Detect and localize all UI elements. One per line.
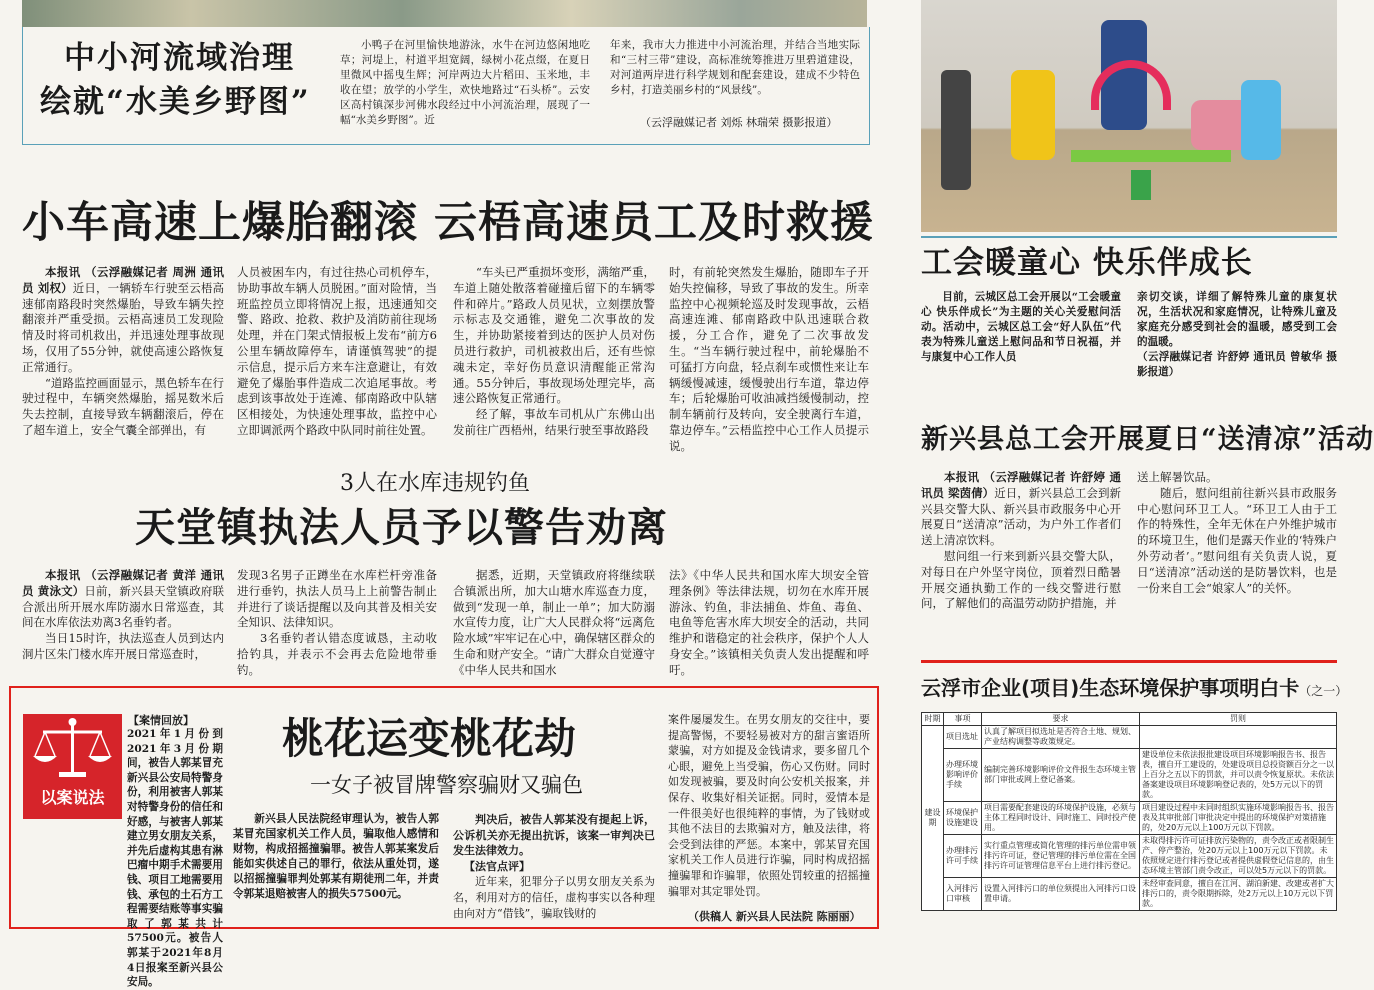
river-col-1 xyxy=(340,38,590,133)
eco-penalty: 未取得排污许可证排放污染物的，责令改正或者限制生产、停产整治，处20万元以上100万元以下罚款。未依照规定进行排污登记或者提供虚假登记信息的，由生态环境主管部门责令改正，可以处5万元以下的罚款。 xyxy=(1140,835,1337,878)
case-section-label: 【案情回放】 xyxy=(128,714,194,727)
eco-penalty: 未经审查同意，擅自在江河、湖泊新建、改建或者扩大排污口的，责令限期拆除，处2万元以上10万元以下罚款。 xyxy=(1140,878,1337,911)
union-text-2: 亲切交谈，详细了解特殊儿童的康复状况，生活状况和家庭情况，让特殊儿童及家庭充分感受到社会的温暖，感受到工会的温暖。 xyxy=(1137,291,1337,348)
case-col-b xyxy=(453,812,655,924)
eco-table xyxy=(921,712,1337,911)
fishing-text-1a: 日前，新兴县天堂镇政府联合派出所开展水库防溺水日常巡查，其间在水库依法劝离3名垂钓者。 xyxy=(22,583,224,630)
tire-headline: 小车高速上爆胎翻滚 云梧高速员工及时救援 xyxy=(22,198,874,248)
eco-title xyxy=(921,672,1347,707)
eco-header-period: 时期 xyxy=(922,713,944,726)
union-rule xyxy=(921,236,1337,238)
tire-text-4: 时，有前轮突然发生爆胎，随即车子开始失控偏移，导致了事故的发生。所幸监控中心视频轮巡及时发现事故，云梧高速连滩、郁南路政中队迅速联合救援，分工合作，避免了二次事故发生。“当车辆行驶过程中，前轮爆胎不可猛打方向盘，轻点刹车或惯性来让车辆缓慢减速，缓慢驶出行车道，靠边停车；后轮爆胎可收油减挡缓慢制动，控制车辆前行及转向，安全驶离行车道，靠边停车。”云梧监控中心工作人员提示说。 xyxy=(669,265,869,453)
eco-item: 环境保护设施建设 xyxy=(944,802,982,835)
eco-period: 建设期 xyxy=(922,726,944,911)
eco-title-text: 云浮市企业(项目)生态环境保护事项明白卡 xyxy=(921,676,1300,700)
case-col-a xyxy=(233,812,439,924)
case-col-c xyxy=(668,712,870,906)
case-text-c: 案件屡屡发生。在男女朋友的交往中，要提高警惕，不要轻易被对方的甜言蜜语所蒙骗，对方如提及金钱请求，要多留几个心眼，避免上当受骗，伤心又伤财。同时如发现被骗，要及时向公安机关报案，并保存、收集好相关证据。同时，爱情本是一件很美好也很纯粹的事情，为了钱财或其他不法目的去欺骗对方，触及法律，将会受到法律的严惩。本案中，郭某冒充国家机关工作人员进行诈骗，同时构成招摇撞骗罪和诈骗罪，依照处罚较重的招摇撞骗罪对其定罪处罚。 xyxy=(668,713,870,898)
cool-headline: 新兴县总工会开展夏日“送清凉”活动 xyxy=(921,424,1374,455)
case-credit: （供稿人 新兴县人民法院 陈丽丽） xyxy=(688,910,861,923)
tire-text-1a: 近日，一辆轿车行驶至云梧高速郁南路段时突然爆胎，导致车辆失控翻滚并严重受损。云梧高速员工发现险情及时将司机救出，并迅速处理事故现场，仅用了55分钟，就使高速公路恢复正常通行。 xyxy=(22,280,224,374)
cool-text-1b: 慰问组一行来到新兴县交警大队，对每日在户外坚守岗位，顶着烈日酷暑开展交通执勤工作的一线交警进行慰问，了解他们的高温劳动防护措施，并 xyxy=(921,548,1121,611)
eco-req: 设置入河排污口的单位须提出入河排污口设置申请。 xyxy=(982,878,1140,911)
case-judge-label: 【法官点评】 xyxy=(464,859,530,873)
tire-text-1b: “道路监控画面显示，黑色轿车在行驶过程中，车辆突然爆胎，摇晃数米后失去控制，直接导致车辆翻滚后，停在了超车道上，安全气囊全部弹出，有 xyxy=(22,375,224,437)
case-text-a: 新兴县人民法院经审理认为，被告人郭某冒充国家机关工作人员，骗取他人感情和财物，构成招摇撞骗罪。被告人郭某案发后能如实供述自己的罪行，依法从重处罚，遂以招摇撞骗罪判处郭某有期徒刑二年，并责令郭某退赔被害人的损失57500元。 xyxy=(233,813,439,900)
eco-item: 项目选址 xyxy=(944,726,982,749)
eco-title-suffix: （之一） xyxy=(1299,684,1348,698)
eco-item: 办理排污许可手续 xyxy=(944,835,982,878)
eco-item: 办理环境影响评价手续 xyxy=(944,749,982,802)
cool-col-2 xyxy=(1137,470,1337,610)
river-col-2 xyxy=(610,38,860,114)
eco-header-req: 要求 xyxy=(982,713,1140,726)
eco-req: 项目需要配套建设的环境保护设施，必须与主体工程同时设计、同时施工、同时投产使用。 xyxy=(982,802,1140,835)
eco-penalty: 建设单位未依法报批建设项目环境影响报告书、报告表，擅自开工建设的，处建设项目总投资额百分之一以上百分之五以下的罚款，并可以责令恢复原状。未依法备案建设项目环境影响登记表的，处5万元以下的罚款。 xyxy=(1140,749,1337,802)
cool-text-2a: 送上解暑饮品。 xyxy=(1137,470,1218,484)
case-text-b: 判决后，被告人郭某没有提起上诉，公诉机关亦无提出抗诉，该案一审判决已发生法律效力。 xyxy=(453,813,655,858)
river-photo xyxy=(22,0,867,27)
fishing-col-2 xyxy=(237,568,437,677)
union-photo xyxy=(921,0,1337,232)
fishing-col-3 xyxy=(453,568,655,677)
river-headline-line2: 绘就“水美乡野图” xyxy=(40,84,311,120)
fishing-headline: 天堂镇执法人员予以警告劝离 xyxy=(135,504,668,551)
cool-byline: 本报讯 （云浮融媒记者 许舒婷 通讯员 梁茵倩） xyxy=(921,470,1121,500)
fishing-col-1 xyxy=(22,568,224,672)
case-intro xyxy=(23,727,223,989)
river-text-1: 小鸭子在河里愉快地游泳，水牛在河边悠闲地吃草；河堤上，村道平坦宽阔，绿树小花点缀，在夏日里微风中摇曳生辉；河岸两边大片稻田、玉米地，丰收在望；放学的小学生，欢快地路过“石头桥”。云安区高村镇深步河佛水段经过中小河流治理，展现了一幅“水美乡野图”。近 xyxy=(340,39,590,126)
tire-text-2: 人员被困车内，有过往热心司机停车，协助事故车辆人员脱困。”面对险情，当班监控员立即将情况上报，迅速通知交警、路政、抢救、救护及消防前往现场处理，并在门架式情报板上发布“前方6公里车辆故障停车，请谨慎驾驶”的提示信息，提示后方来车注意避让，有效避免了爆胎事件造成二次追尾事故。考虑到该事故处于连滩、郁南路政中队辖区相接处，为快速处理事故，监控中心立即调派两个路政中队同时前往处置。 xyxy=(237,265,437,437)
eco-req: 认真了解项目拟选址是否符合土地、规划、产业结构调整等政策规定。 xyxy=(982,726,1140,749)
tire-col-2 xyxy=(237,265,437,435)
cool-col-1 xyxy=(921,470,1121,610)
union-text-1: 目前，云城区总工会开展以“工会暖童心 快乐伴成长”为主题的关心关爱慰问活动。活动中，云城区总工会“好人队伍”代表为特殊儿童送上慰问品和节日祝福，并与康复中心工作人员 xyxy=(921,291,1121,363)
river-headline xyxy=(40,36,311,124)
union-headline: 工会暖童心 快乐伴成长 xyxy=(921,245,1253,281)
case-intro-text: 2021年1月份到2021年3月份期间，被告人郭某冒充新兴县公安局特警身份，利用被害人郭某对特警身份的信任和好感，与被害人郭某建立男女朋友关系，并先后虚构其患有淋巴瘤中期手术需要用钱、项目工地需要用钱、承包的土石方工程需要结账等事实骗取了郭某共计57500元。被告人郭某于2021年8月4日报案至新兴县公安局。 xyxy=(127,728,223,989)
cool-text-2b: 随后，慰问组前往新兴县市政服务中心慰问环卫工人。“环卫工人由于工作的特殊性，全年无休在户外维护城市的环境卫生，他们是露天作业的‘特殊户外劳动者’。”慰问组有关负责人说，夏日“送清凉”活动送的是防暑饮料，也是一份来自工会“娘家人”的关怀。 xyxy=(1137,485,1337,595)
case-title: 桃花运变桃花劫 xyxy=(282,714,577,763)
tire-col-1 xyxy=(22,265,224,435)
eco-item: 入河排污口审核 xyxy=(944,878,982,911)
fishing-byline: 本报讯 （云浮融媒记者 黄洋 通讯员 黄泳文） xyxy=(22,568,224,598)
cool-text-1a: 近日，新兴县总工会到新兴县交警大队、新兴县市政服务中心开展夏日“送清凉”活动，为户外工作者们送上清凉饮料。 xyxy=(921,485,1121,548)
eco-header-item: 事项 xyxy=(944,713,982,726)
eco-header-penalty: 罚则 xyxy=(1140,713,1337,726)
fishing-text-1b: 当日15时许，执法巡查人员到达内洞片区朱门楼水库开展日常巡查时， xyxy=(22,631,224,661)
eco-penalty: 项目建设过程中未同时组织实施环境影响报告书、报告表及其审批部门审批决定中提出的环境保护对策措施的，处20万元以上100万元以下罚款。 xyxy=(1140,802,1337,835)
fishing-text-4: 法》《中华人民共和国水库大坝安全管理条例》等法律法规，切勿在水库开展游泳、钓鱼，非法捕鱼、炸鱼、毒鱼、电鱼等危害水库大坝安全的活动，共同维护和谐稳定的社会秩序，保护个人人身安全。”该镇相关负责人发出提醒和呼吁。 xyxy=(669,568,869,677)
river-credit: （云浮融媒记者 刘烁 林瑞荣 摄影报道） xyxy=(640,116,838,129)
union-col-1 xyxy=(921,290,1121,368)
union-col-2 xyxy=(1137,290,1337,378)
union-credit: （云浮融媒记者 许舒婷 通讯员 曾敏华 摄影报道） xyxy=(1137,351,1337,378)
river-text-2: 年来，我市大力推进中小河流治理，并结合当地实际和“三村三带”建设，高标准统筹推进万里碧道建设，对河道两岸进行科学规划和配套建设，建成不少特色乡村，打造美丽乡村的“风景线”。 xyxy=(610,39,860,96)
eco-rule xyxy=(921,660,1337,663)
eco-req: 编制完善环境影响评价文件报生态环境主管部门审批或网上登记备案。 xyxy=(982,749,1140,802)
eco-penalty xyxy=(1140,726,1337,749)
tire-text-3a: “车头已严重损坏变形，满缩严重，车道上随处散落着碰撞后留下的车辆零件和碎片。”路政人员见状，立刻摆放警示标志及交通锥，避免二次事故的发生，并协助紧接着到达的医护人员对伤员进行救护，司机被救出后，还有些惊魂未定，幸好伤员意识清醒能正常沟通。55分钟后，事故现场处理完毕，高速公路恢复正常通行。 xyxy=(453,265,655,406)
case-subtitle: 一女子被冒牌警察骗财又骗色 xyxy=(310,773,583,797)
case-text-b2: 近年来，犯罪分子以男女朋友关系为名，利用对方的信任，虚构事实以各种理由向对方“借钱”，骗取钱财的 xyxy=(453,875,655,920)
fishing-kicker: 3人在水库违规钓鱼 xyxy=(340,471,530,496)
tire-text-3b: 经了解，事故车司机从广东佛山出发前往广西梧州，结果行驶至事故路段 xyxy=(453,407,655,437)
fishing-col-4 xyxy=(669,568,869,677)
fishing-text-2a: 发现3名男子正蹲坐在水库栏杆旁准备进行垂钓，执法人员马上上前警告制止并进行了谈话提醒以及向其普及相关安全知识、法律知识。 xyxy=(237,568,437,630)
river-headline-line1: 中小河流域治理 xyxy=(64,40,295,76)
case-badge-label: 以案说法 xyxy=(40,788,105,807)
tire-col-4 xyxy=(669,265,869,453)
fishing-text-3: 据悉，近期，天堂镇政府将继续联合镇派出所，加大山塘水库巡查力度，做到“发现一单，制止一单”；加大防溺水宣传力度，让广大人民群众将“远离危险水域”牢牢记在心中，确保辖区群众的生命和财产安全。“请广大群众自觉遵守《中华人民共和国水 xyxy=(453,568,655,677)
fishing-text-2b: 3名垂钓者认错态度诚恳，主动收拾钓具，并表示不会再去危险地带垂钓。 xyxy=(237,631,437,677)
tire-col-3 xyxy=(453,265,655,435)
eco-req: 实行重点管理或简化管理的排污单位需申领排污许可证，登记管理的排污单位需在全国排污许可证管理信息平台上进行排污登记。 xyxy=(982,835,1140,878)
tire-byline: 本报讯 （云浮融媒记者 周洲 通讯员 刘权） xyxy=(22,265,224,295)
